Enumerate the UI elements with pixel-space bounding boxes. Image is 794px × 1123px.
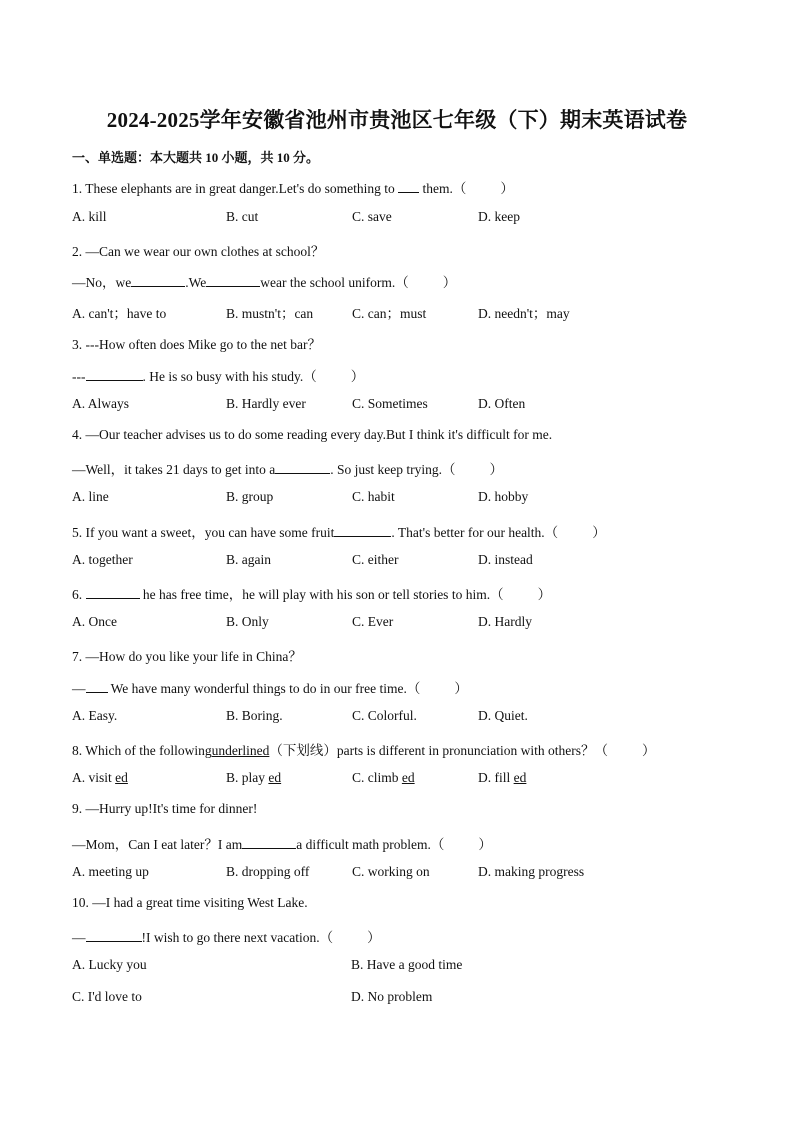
answer-blank: [86, 929, 142, 942]
option-c: C. Sometimes: [352, 396, 428, 411]
option-d: D. No problem: [351, 989, 433, 1004]
question-2-reply: —No，we .We wear the school uniform.（ ）: [72, 275, 457, 290]
option-b: B. cut: [226, 209, 259, 224]
option-c: C. save: [352, 209, 392, 224]
answer-blank: [86, 680, 108, 693]
option-b: B. Hardly ever: [226, 396, 306, 411]
option-c: C. climb ed: [352, 770, 415, 785]
option-c: C. I'd love to: [72, 989, 142, 1004]
question-1: 1. These elephants are in great danger.Let's do something to them.（ ）: [72, 181, 514, 196]
option-d: D. fill ed: [478, 770, 527, 785]
option-d: D. hobby: [478, 489, 529, 504]
option-c: C. working on: [352, 864, 430, 879]
question-3-reply: --- . He is so busy with his study.（ ）: [72, 369, 365, 384]
answer-blank: [334, 524, 391, 537]
answer-blank: [86, 586, 140, 599]
answer-blank: [242, 836, 296, 849]
option-a: A. together: [72, 552, 133, 567]
option-b: B. Have a good time: [351, 957, 463, 972]
question-4: 4. —Our teacher advises us to do some reading every day.But I think it's difficult for me.: [72, 427, 553, 442]
answer-blank: [86, 368, 143, 381]
option-a: A. visit ed: [72, 770, 128, 785]
question-9-reply: —Mom，Can I eat later？I am a difficult math problem.（ ）: [72, 837, 492, 852]
option-c: C. either: [352, 552, 399, 567]
question-10-reply: — !I wish to go there next vacation.（ ）: [72, 930, 381, 945]
question-2: 2. —Can we wear our own clothes at school？: [72, 244, 325, 259]
question-5: 5. If you want a sweet，you can have some fruit . That's better for our health.（ ）: [72, 525, 606, 540]
option-a: A. Once: [72, 614, 117, 629]
option-d: D. Often: [478, 396, 526, 411]
option-b: B. dropping off: [226, 864, 310, 879]
option-c: C. Ever: [352, 614, 394, 629]
underlined-word: underlined: [211, 743, 270, 758]
question-7: 7. —How do you like your life in China？: [72, 649, 302, 664]
question-7-reply: — We have many wonderful things to do in our free time.（ ）: [72, 681, 468, 696]
option-d: D. Hardly: [478, 614, 532, 629]
option-b: B. play ed: [226, 770, 282, 785]
option-d: D. making progress: [478, 864, 585, 879]
option-d: D. needn't；may: [478, 306, 570, 321]
option-d: D. keep: [478, 209, 520, 224]
question-3: 3. ---How often does Mike go to the net bar？: [72, 337, 321, 352]
section-heading: 一、单选题：本大题共 10 小题，共 10 分。: [72, 150, 320, 165]
exam-title: 2024-2025学年安徽省池州市贵池区七年级（下）期末英语试卷: [106, 108, 688, 132]
question-4-reply: —Well，it takes 21 days to get into a . So just keep trying.（ ）: [72, 462, 504, 477]
option-a: A. Lucky you: [72, 957, 147, 972]
option-c: C. habit: [352, 489, 395, 504]
answer-blank: [275, 461, 330, 474]
option-b: B. Only: [226, 614, 269, 629]
question-10: 10. —I had a great time visiting West Lake.: [72, 895, 308, 910]
option-c: C. Colorful.: [352, 708, 417, 723]
option-d: D. Quiet.: [478, 708, 528, 723]
option-b: B. Boring.: [226, 708, 283, 723]
option-a: A. meeting up: [72, 864, 149, 879]
answer-blank: [206, 274, 260, 287]
option-d: D. instead: [478, 552, 533, 567]
option-b: B. group: [226, 489, 274, 504]
answer-blank: [398, 180, 419, 193]
option-b: B. mustn't；can: [226, 306, 314, 321]
question-9: 9. —Hurry up!It's time for dinner!: [72, 801, 258, 816]
option-a: A. Always: [72, 396, 129, 411]
option-b: B. again: [226, 552, 271, 567]
option-a: A. Easy.: [72, 708, 118, 723]
question-8: 8. Which of the followingunderlined（下划线）parts is different in pronunciation with others？（ ）: [72, 743, 656, 758]
option-a: A. line: [72, 489, 109, 504]
option-a: A. can't；have to: [72, 306, 167, 321]
option-c: C. can；must: [352, 306, 427, 321]
question-6: 6. he has free time，he will play with his son or tell stories to him.（ ）: [72, 587, 552, 602]
option-a: A. kill: [72, 209, 107, 224]
answer-blank: [131, 274, 185, 287]
